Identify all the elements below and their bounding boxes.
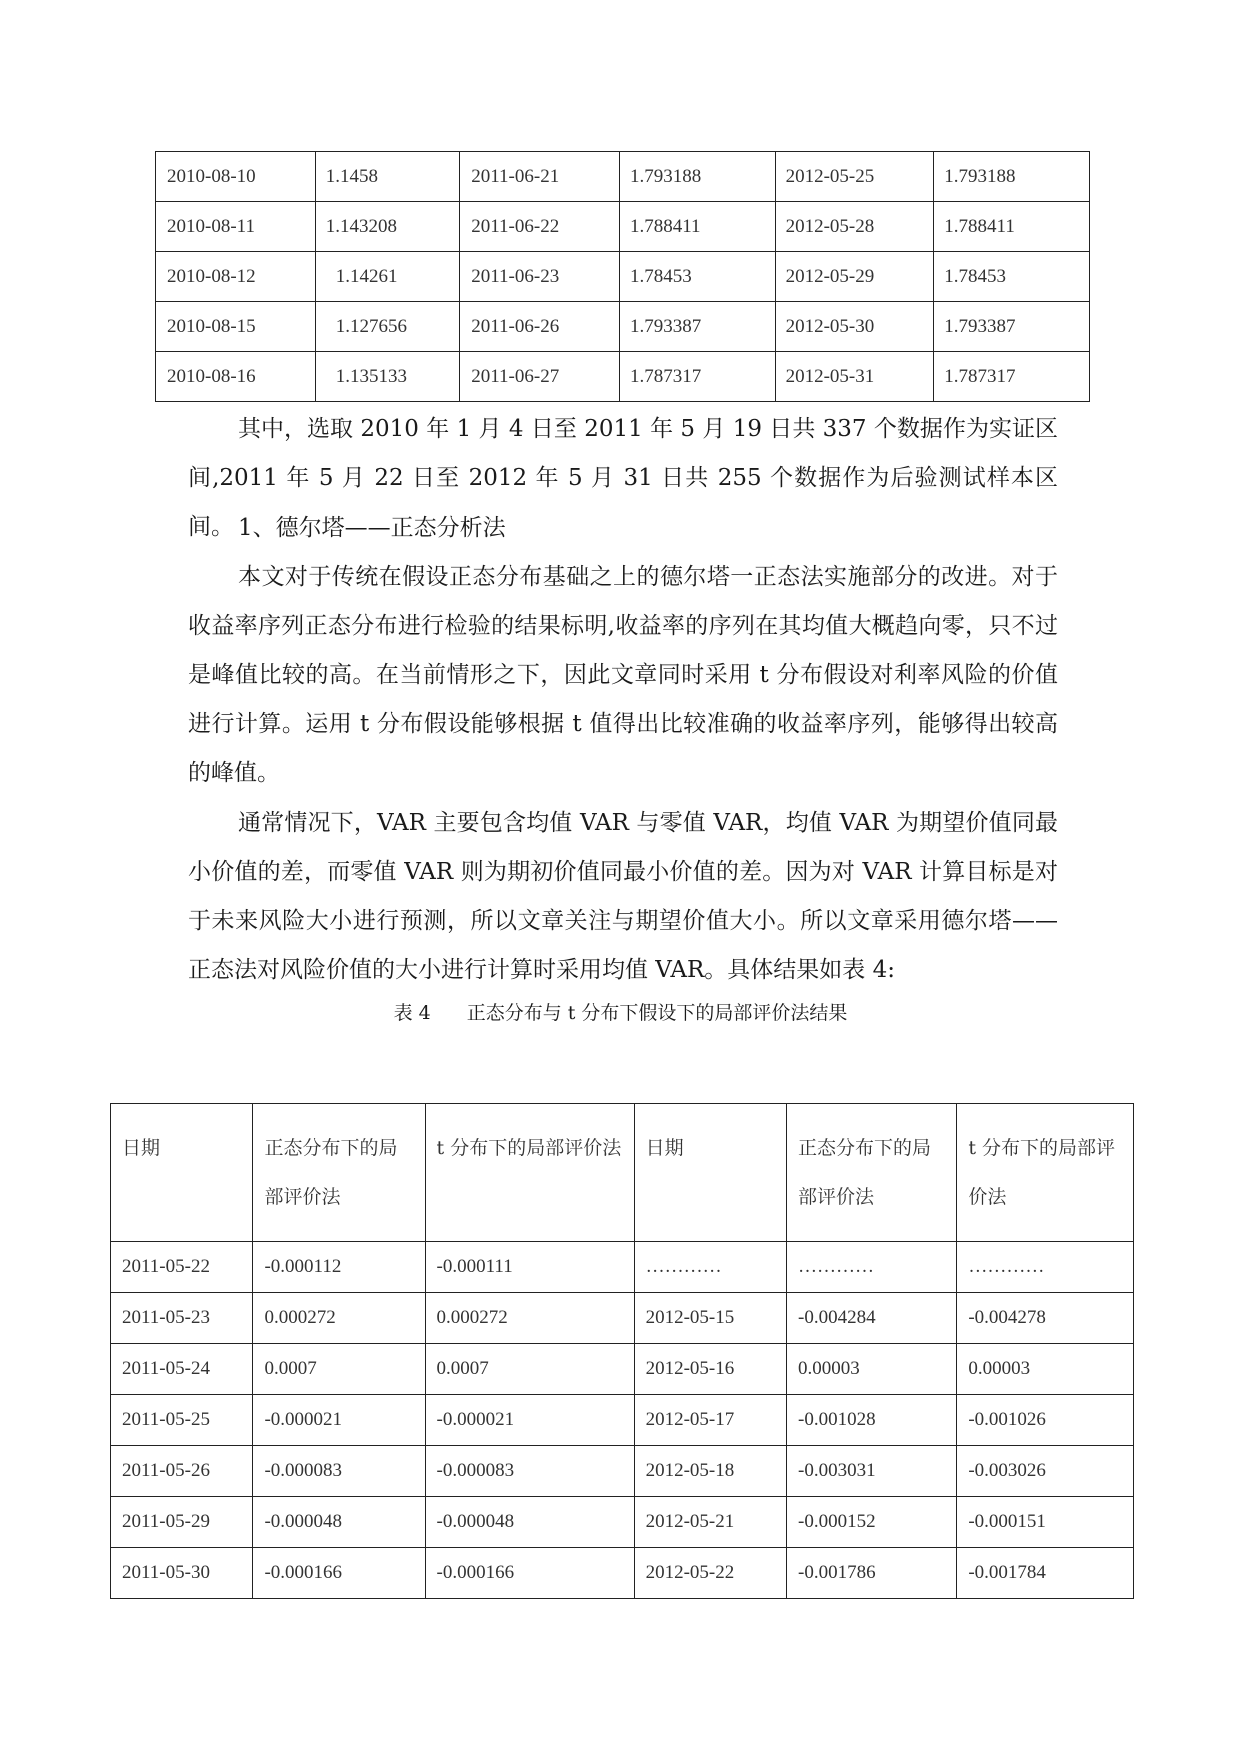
- table-cell: 2011-05-25: [111, 1395, 253, 1446]
- table-cell: -0.000166: [425, 1548, 634, 1599]
- table-cell: 1.788411: [619, 202, 775, 252]
- table-cell: -0.000021: [253, 1395, 425, 1446]
- results-table-body: [111, 1104, 1134, 1599]
- table-cell: 2012-05-21: [634, 1497, 786, 1548]
- table-row: [156, 352, 1090, 402]
- table-row: [111, 1497, 1134, 1548]
- table-cell: 1.787317: [619, 352, 775, 402]
- table-cell: -0.003031: [787, 1446, 957, 1497]
- table-cell: 2010-08-15: [156, 302, 316, 352]
- table-cell: -0.004284: [787, 1293, 957, 1344]
- table-cell: 1.1458: [315, 152, 460, 202]
- table-cell: -0.004278: [957, 1293, 1134, 1344]
- table-cell: 2012-05-29: [775, 252, 934, 302]
- table-cell: -0.000048: [425, 1497, 634, 1548]
- column-header: 日期: [111, 1104, 253, 1242]
- table-cell: 1.78453: [934, 252, 1090, 302]
- table-cell: 1.793387: [934, 302, 1090, 352]
- table-cell: 1.135133: [315, 352, 460, 402]
- table-caption-text: 正态分布与 t 分布下假设下的局部评价法结果: [466, 1002, 848, 1024]
- table-caption: [0, 998, 1241, 1025]
- table-cell: -0.000151: [957, 1497, 1134, 1548]
- paragraph-var-definition: 通常情况下，VAR 主要包含均值 VAR 与零值 VAR，均值 VAR 为期望价值同最小价值的差，而零值 VAR 则为期初价值同最小价值的差。因为对 VAR 计算目标是对于未来风险大小进行预测，所以文章关注与期望价值大小。所以文章采用德尔塔——正态法对风险价值的大小进行计算时采用均值 VAR。具体结果如表 4:: [188, 810, 1058, 983]
- table-cell: 2011-06-27: [460, 352, 620, 402]
- table-row: [156, 302, 1090, 352]
- table-cell: 2012-05-22: [634, 1548, 786, 1599]
- table-row: [111, 1344, 1134, 1395]
- table-cell: 2011-05-23: [111, 1293, 253, 1344]
- table-cell: 1.793188: [619, 152, 775, 202]
- table-cell: 2011-06-23: [460, 252, 620, 302]
- table-cell: 1.14261: [315, 252, 460, 302]
- table-cell: 2011-06-26: [460, 302, 620, 352]
- table-cell: -0.000083: [425, 1446, 634, 1497]
- column-header: 正态分布下的局部评价法: [787, 1104, 957, 1242]
- table-cell: -0.001026: [957, 1395, 1134, 1446]
- table-cell: -0.000083: [253, 1446, 425, 1497]
- table-cell: 0.000272: [253, 1293, 425, 1344]
- table-caption-number: 表 4: [393, 1002, 431, 1024]
- table-cell: 2010-08-11: [156, 202, 316, 252]
- table-cell: 1.793188: [934, 152, 1090, 202]
- table-cell: 1.127656: [315, 302, 460, 352]
- table-row: [111, 1446, 1134, 1497]
- table-row: [156, 252, 1090, 302]
- table-row: [111, 1293, 1134, 1344]
- table-cell: 2011-05-22: [111, 1242, 253, 1293]
- table-header-row: [111, 1104, 1134, 1242]
- paragraph-t-distribution: 本文对于传统在假设正态分布基础之上的德尔塔一正态法实施部分的改进。对于收益率序列正态分布进行检验的结果标明,收益率的序列在其均值大概趋向零，只不过是峰值比较的高。在当前情形之下，因此文章同时采用 t 分布假设对利率风险的价值进行计算。运用 t 分布假设能够根据 t 值得出比较准确的收益率序列，能够得出较高的峰值。: [188, 564, 1058, 786]
- table-cell: -0.000111: [425, 1242, 634, 1293]
- table-cell: 2012-05-15: [634, 1293, 786, 1344]
- table-cell: -0.001786: [787, 1548, 957, 1599]
- table-row: [111, 1548, 1134, 1599]
- table-cell: -0.000048: [253, 1497, 425, 1548]
- table-cell: 2010-08-12: [156, 252, 316, 302]
- table-cell: 1.788411: [934, 202, 1090, 252]
- table-cell: 0.0007: [425, 1344, 634, 1395]
- table-cell: 2012-05-25: [775, 152, 934, 202]
- table-cell: 2012-05-16: [634, 1344, 786, 1395]
- table-cell: 2011-06-22: [460, 202, 620, 252]
- table-cell: 2011-05-30: [111, 1548, 253, 1599]
- table-cell: 2011-05-24: [111, 1344, 253, 1395]
- table-cell: 0.000272: [425, 1293, 634, 1344]
- table-cell: -0.001028: [787, 1395, 957, 1446]
- table-row: [111, 1395, 1134, 1446]
- table-cell: 0.0007: [253, 1344, 425, 1395]
- data-table-top-body: [156, 152, 1090, 402]
- table-cell: -0.001784: [957, 1548, 1134, 1599]
- table-cell: 2012-05-17: [634, 1395, 786, 1446]
- table-cell: …………: [787, 1242, 957, 1293]
- table-row: [156, 152, 1090, 202]
- results-table: [110, 1103, 1134, 1599]
- table-cell: 2012-05-28: [775, 202, 934, 252]
- table-row: [156, 202, 1090, 252]
- table-cell: 2010-08-16: [156, 352, 316, 402]
- table-cell: 2011-05-29: [111, 1497, 253, 1548]
- column-header: 日期: [634, 1104, 786, 1242]
- table-cell: -0.000152: [787, 1497, 957, 1548]
- table-cell: 0.00003: [957, 1344, 1134, 1395]
- data-table-top: [155, 151, 1090, 402]
- section-heading-delta-normal: 1、德尔塔——正态分析法: [238, 515, 506, 541]
- table-cell: 2011-06-21: [460, 152, 620, 202]
- table-cell: 1.143208: [315, 202, 460, 252]
- table-cell: 2012-05-31: [775, 352, 934, 402]
- table-cell: 2012-05-30: [775, 302, 934, 352]
- table-cell: 1.787317: [934, 352, 1090, 402]
- table-cell: -0.000166: [253, 1548, 425, 1599]
- table-cell: 1.793387: [619, 302, 775, 352]
- table-cell: 1.78453: [619, 252, 775, 302]
- table-cell: 2012-05-18: [634, 1446, 786, 1497]
- column-header: 正态分布下的局部评价法: [253, 1104, 425, 1242]
- table-cell: 2011-05-26: [111, 1446, 253, 1497]
- column-header: t 分布下的局部评价法: [957, 1104, 1134, 1242]
- table-cell: -0.003026: [957, 1446, 1134, 1497]
- table-cell: -0.000021: [425, 1395, 634, 1446]
- table-cell: 2010-08-10: [156, 152, 316, 202]
- column-header: t 分布下的局部评价法: [425, 1104, 634, 1242]
- table-cell: 0.00003: [787, 1344, 957, 1395]
- table-cell: -0.000112: [253, 1242, 425, 1293]
- paragraph-sample-period: 其中，选取 2010 年 1 月 4 日至 2011 年 5 月 19 日共 337 个数据作为实证区间,2011 年 5 月 22 日至 2012 年 5 月 31 日共 255 个数据作为后验测试样本区间。: [188, 416, 1058, 540]
- table-cell: …………: [957, 1242, 1134, 1293]
- table-cell: …………: [634, 1242, 786, 1293]
- table-row: [111, 1242, 1134, 1293]
